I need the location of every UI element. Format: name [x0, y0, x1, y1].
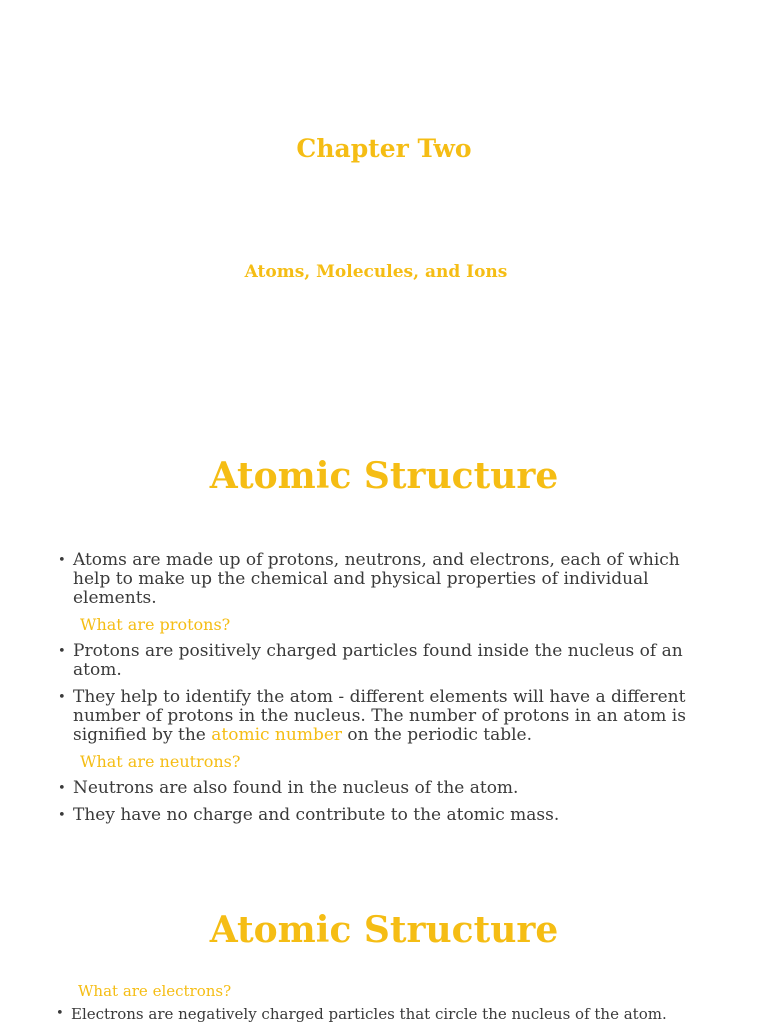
- question-heading: What are protons?: [80, 615, 231, 634]
- atomic-number-highlight: atomic number: [211, 725, 343, 745]
- bullet-item: • They have no charge and contribute to the atomic mass.: [58, 806, 718, 825]
- bullet-item: • Atoms are made up of protons, neutrons, and electrons, each of which help to make up the chemical and physical properties of individual elements.: [58, 551, 718, 608]
- chapter-title: Chapter Two: [296, 134, 472, 163]
- bullet-text: on the periodic table.: [342, 725, 533, 745]
- chapter-subtitle: Atoms, Molecules, and Ions: [244, 262, 508, 282]
- question-heading: What are electrons?: [78, 982, 232, 1000]
- bullet-text: They help to identify the atom - different elements will have a different number of protons in the nucleus. The number of protons in an atom is signified by the: [73, 687, 686, 745]
- slide-heading: Atomic Structure: [209, 455, 559, 497]
- bullet-item: • Neutrons are also found in the nucleus of the atom.: [58, 779, 718, 798]
- question-heading: What are neutrons?: [80, 752, 241, 771]
- bullet-list: [56, 982, 756, 1023]
- bullet-list: [58, 551, 718, 825]
- bullet-item-rich: [58, 688, 718, 745]
- bullet-item: • Protons are positively charged particles found inside the nucleus of an atom.: [58, 642, 718, 680]
- bullet-item: • Electrons are negatively charged particles that circle the nucleus of the atom.: [56, 1005, 756, 1023]
- slide-heading: Atomic Structure: [209, 909, 559, 951]
